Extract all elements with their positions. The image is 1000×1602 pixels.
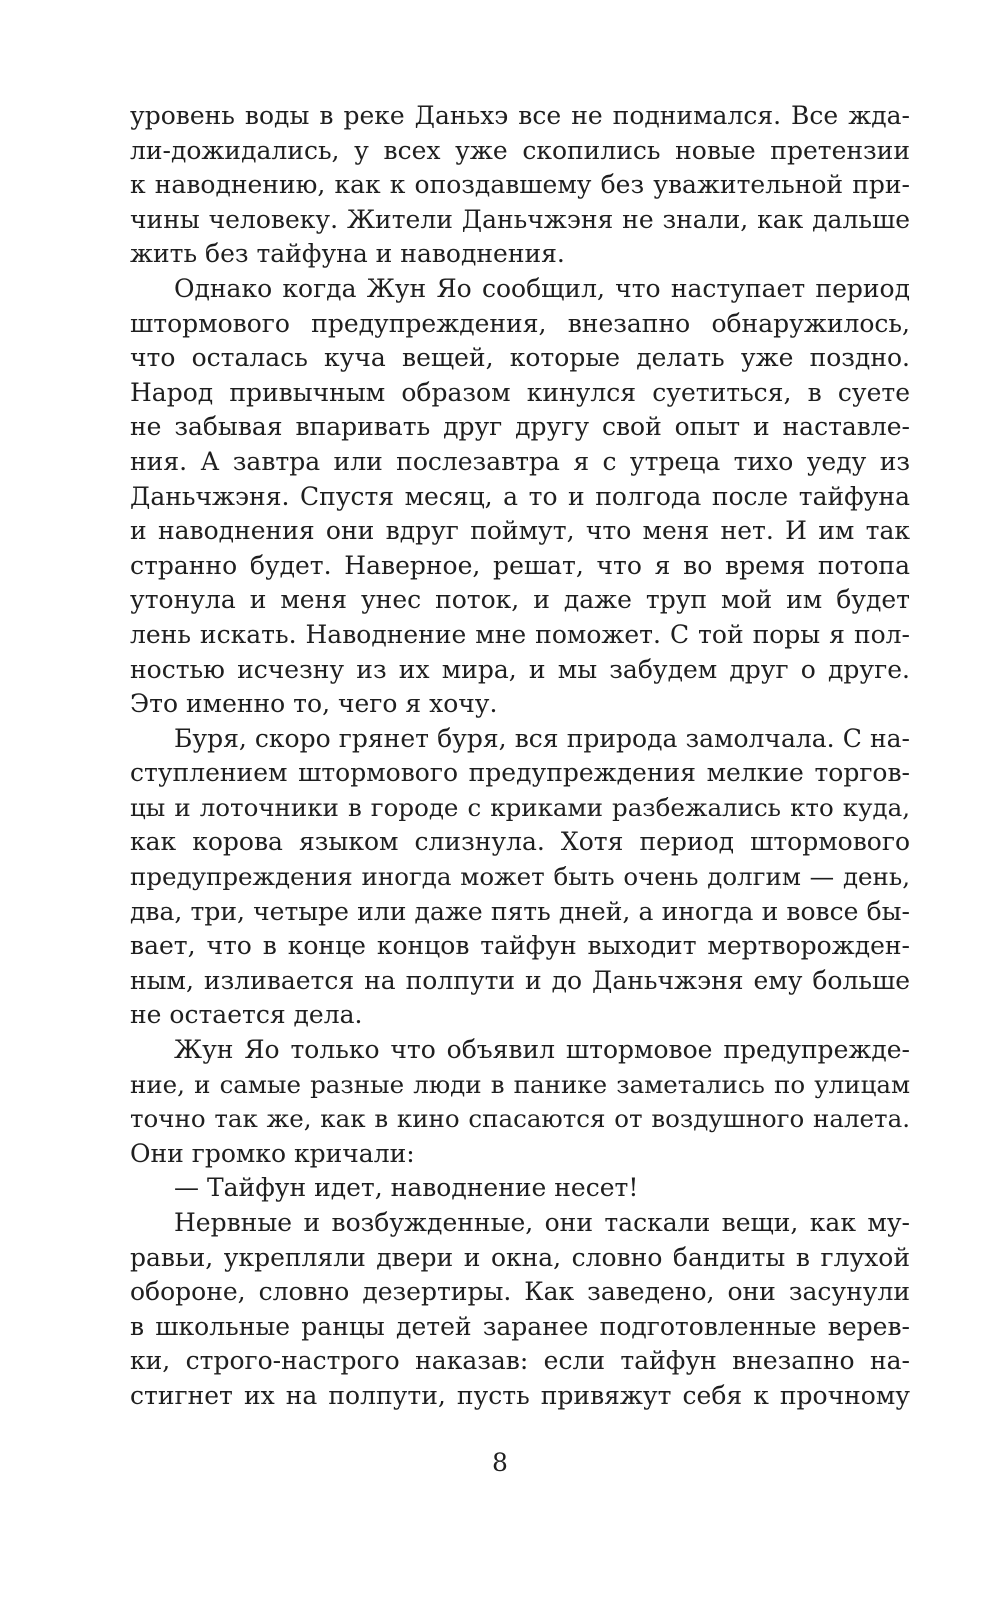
text-line: — Тайфун идет, наводнение несет! bbox=[174, 1173, 639, 1203]
text-line: Даньчжэня. Спустя месяц, а то и полгода после тайфуна bbox=[130, 481, 910, 511]
text-line: в школьные ранцы детей заранее подготовленные верев- bbox=[130, 1311, 910, 1341]
page-number: 8 bbox=[492, 1448, 508, 1477]
text-line: ступлением штормового предупреждения мелкие торгов- bbox=[130, 758, 910, 788]
text-line: штормового предупреждения, внезапно обнаружилось, bbox=[130, 308, 910, 338]
text-line: уровень воды в реке Даньхэ все не поднимался. Все жда- bbox=[130, 101, 910, 130]
text-line: Это именно то, чего я хочу. bbox=[130, 689, 498, 719]
text-line: не забывая впаривать друг другу свой опыт и наставле- bbox=[130, 412, 910, 442]
text-line: цы и лоточники в городе с криками разбежались кто куда, bbox=[130, 792, 910, 822]
text-line: странно будет. Наверное, решат, что я во время потопа bbox=[130, 550, 910, 580]
text-line: к наводнению, как к опоздавшему без уважительной при- bbox=[130, 170, 910, 200]
text-line: Жун Яо только что объявил штормовое предупрежде- bbox=[174, 1035, 910, 1065]
text-line: ние, и самые разные люди в панике заметались по улицам bbox=[130, 1069, 910, 1099]
text-line: равьи, укрепляли двери и окна, словно бандиты в глухой bbox=[130, 1242, 910, 1272]
text-line: точно так же, как в кино спасаются от воздушного налета. bbox=[130, 1104, 910, 1134]
text-line: лень искать. Наводнение мне поможет. С той поры я пол- bbox=[130, 619, 910, 649]
text-line: Нервные и возбужденные, они таскали вещи, как му- bbox=[174, 1208, 910, 1237]
text-line: ния. А завтра или послезавтра я с утреца тихо уеду из bbox=[130, 446, 910, 476]
text-line: Однако когда Жун Яо сообщил, что наступает период bbox=[174, 273, 910, 303]
text-line: ки, строго-настрого наказав: если тайфун внезапно на- bbox=[130, 1346, 910, 1376]
text-line: Народ привычным образом кинулся суетиться, в суете bbox=[130, 377, 910, 407]
text-line: и наводнения они вдруг поймут, что меня нет. И им так bbox=[130, 516, 910, 546]
text-line: утонула и меня унес поток, и даже труп мой им будет bbox=[130, 585, 910, 615]
text-line: не остается дела. bbox=[130, 1000, 363, 1030]
text-line: предупреждения иногда может быть очень долгим — день, bbox=[130, 862, 910, 892]
text-line: ли-дожидались, у всех уже скопились новые претензии bbox=[130, 135, 910, 165]
text-line: жить без тайфуна и наводнения. bbox=[130, 239, 565, 269]
text-line: ным, изливается на полпути и до Даньчжэня ему больше bbox=[130, 965, 910, 995]
text-line: Они громко кричали: bbox=[130, 1138, 415, 1168]
text-line: обороне, словно дезертиры. Как заведено, они засунули bbox=[130, 1277, 910, 1307]
text-line: как корова языком слизнула. Хотя период штормового bbox=[130, 827, 910, 857]
text-line: Буря, скоро грянет буря, вся природа замолчала. С на- bbox=[174, 723, 910, 753]
text-line: два, три, четыре или даже пять дней, а иногда и вовсе бы- bbox=[130, 896, 910, 926]
text-line: ностью исчезну из их мира, и мы забудем друг о друге. bbox=[130, 654, 910, 684]
text-line: стигнет их на полпути, пусть привяжут себя к прочному bbox=[130, 1380, 910, 1410]
text-line: вает, что в конце концов тайфун выходит мертворожден- bbox=[130, 931, 910, 961]
text-line: чины человеку. Жители Даньчжэня не знали, как дальше bbox=[130, 204, 910, 234]
text-line: что осталась куча вещей, которые делать уже поздно. bbox=[130, 343, 910, 373]
body-text bbox=[130, 99, 910, 1414]
